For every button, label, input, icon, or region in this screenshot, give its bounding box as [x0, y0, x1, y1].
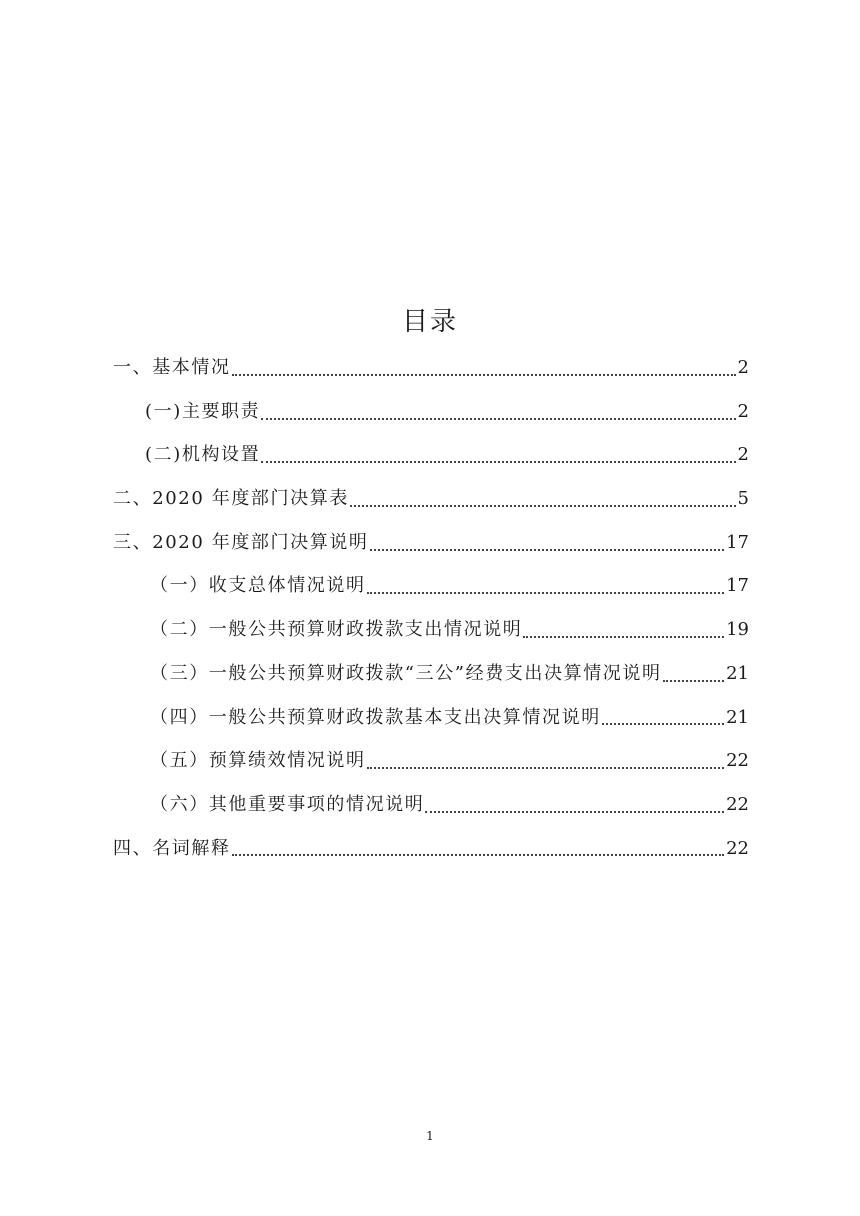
toc-entry[interactable] [113, 608, 749, 652]
dot-leader [523, 636, 724, 638]
toc-entry-label: 三、2020 年度部门决算说明 [113, 531, 369, 553]
toc-entry[interactable] [113, 433, 749, 477]
toc-entry-page: 22 [726, 793, 749, 815]
toc-entry-page: 5 [737, 488, 749, 510]
toc-entry[interactable] [113, 696, 749, 740]
toc-entry-label: 四、名词解释 [113, 837, 231, 859]
toc-entry-page: 2 [737, 357, 749, 378]
toc-entry-page: 17 [726, 531, 749, 553]
toc-entry[interactable] [113, 652, 749, 696]
dot-leader [367, 767, 724, 769]
toc-entry-label: （二）一般公共预算财政拨款支出情况说明 [150, 619, 523, 641]
dot-leader [367, 592, 724, 594]
toc-entry-page: 21 [726, 662, 749, 684]
toc-entry[interactable] [113, 346, 749, 390]
toc-entry-label: （六）其他重要事项的情况说明 [150, 793, 425, 815]
toc-entry-page: 2 [737, 400, 749, 422]
dot-leader [350, 505, 736, 507]
page-title: 目录 [401, 307, 458, 337]
table-of-contents [113, 346, 749, 870]
toc-entry-label: （四）一般公共预算财政拨款基本支出决算情况说明 [150, 706, 601, 728]
dot-leader [261, 418, 735, 420]
toc-entry-page: 19 [726, 619, 749, 641]
page-number: 1 [426, 1129, 434, 1143]
dot-leader [602, 723, 724, 725]
toc-entry-label: （三）一般公共预算财政拨款“三公”经费支出决算情况说明 [150, 662, 662, 684]
toc-entry[interactable] [113, 827, 749, 871]
toc-entry-label: 一、基本情况 [113, 357, 231, 378]
toc-entry[interactable] [113, 390, 749, 434]
toc-entry[interactable] [113, 564, 749, 608]
toc-entry[interactable] [113, 521, 749, 565]
dot-leader [663, 680, 724, 682]
dot-leader [425, 811, 724, 813]
toc-entry-page: 22 [726, 750, 749, 772]
toc-entry-label: 二、2020 年度部门决算表 [113, 488, 349, 510]
dot-leader [370, 549, 725, 551]
dot-leader [232, 374, 736, 376]
toc-entry-label: （一）收支总体情况说明 [150, 575, 366, 597]
dot-leader [232, 854, 724, 856]
toc-entry-page: 21 [726, 706, 749, 728]
toc-entry[interactable] [113, 477, 749, 521]
toc-entry[interactable] [113, 739, 749, 783]
toc-entry-label: （五）预算绩效情况说明 [150, 750, 366, 772]
toc-entry[interactable] [113, 783, 749, 827]
toc-entry-label: (一)主要职责 [145, 400, 261, 422]
toc-entry-page: 2 [737, 444, 749, 466]
toc-entry-label: (二)机构设置 [145, 444, 261, 466]
toc-entry-page: 17 [726, 575, 749, 597]
toc-entry-page: 22 [726, 837, 749, 859]
dot-leader [261, 461, 735, 463]
